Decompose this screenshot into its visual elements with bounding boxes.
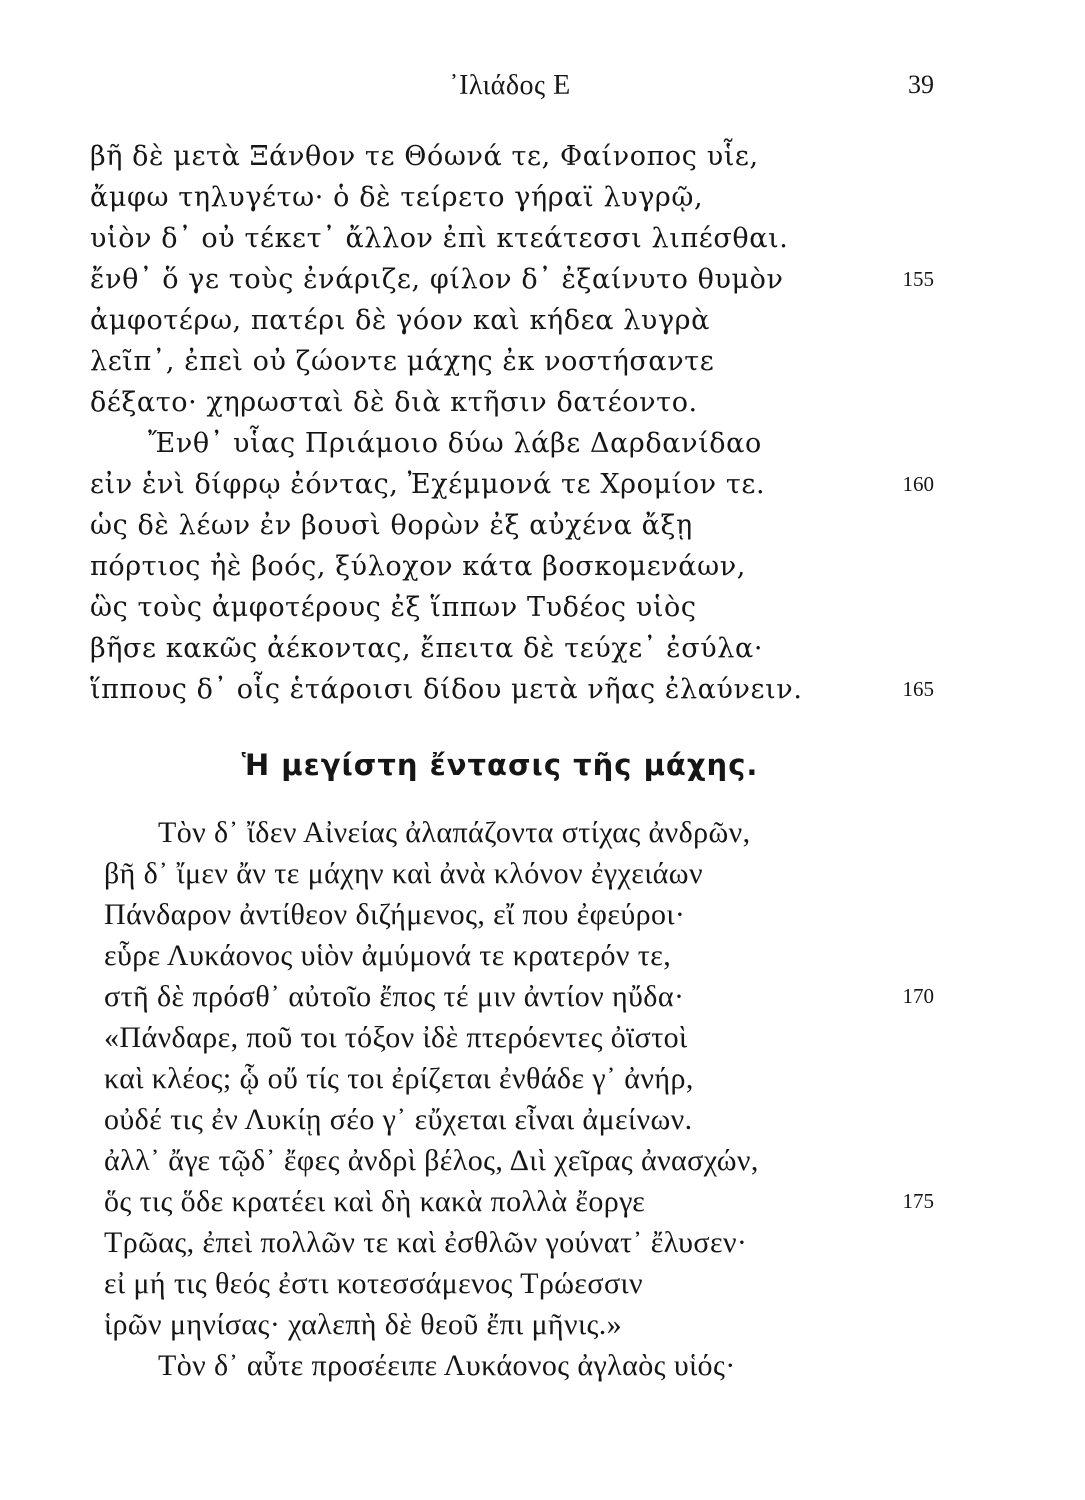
verse-line <box>0 1263 1085 1304</box>
verse-line <box>0 628 1085 669</box>
verse-text: βῆ δὲ μετὰ Ξάνθον τε Θόωνά τε, Φαίνοπος υἷε, <box>90 141 759 172</box>
verse-text: υἱὸν δ᾽ οὐ τέκετ᾽ ἄλλον ἐπὶ κτεάτεσσι λιπέσθαι. <box>90 223 789 254</box>
page-number: 39 <box>908 70 934 99</box>
verse-line <box>0 136 1085 177</box>
verse-line <box>0 546 1085 587</box>
running-head <box>0 70 1085 110</box>
verse-text: ἱρῶν μηνίσας· χαλεπὴ δὲ θεοῦ ἔπι μῆνις.» <box>104 1308 623 1341</box>
verse-text: ἄμφω τηλυγέτω· ὁ δὲ τείρετο γήραϊ λυγρῷ, <box>90 182 704 213</box>
line-number: 165 <box>902 677 934 701</box>
verse-text: εὗρε Λυκάονος υἱὸν ἀμύμονά τε κρατερόν τε, <box>104 939 672 972</box>
verse-line <box>0 1345 1085 1386</box>
verse-text: εἰν ἑνὶ δίφρῳ ἐόντας, Ἐχέμμονά τε Χρομίον τε. <box>90 469 766 500</box>
verse-text: ἔνθ᾽ ὅ γε τοὺς ἐνάριζε, φίλον δ᾽ ἐξαίνυτο θυμὸν <box>90 264 784 295</box>
verse-line <box>0 464 1085 505</box>
verse-line <box>0 300 1085 341</box>
verse-block-second <box>0 812 1085 1386</box>
verse-text: βῆ δ᾽ ἴμεν ἄν τε μάχην καὶ ἀνὰ κλόνον ἐγχειάων <box>104 857 703 890</box>
verse-line <box>0 1222 1085 1263</box>
verse-text: βῆσε κακῶς ἀέκοντας, ἔπειτα δὲ τεύχε᾽ ἐσύλα· <box>90 633 764 664</box>
verse-text: εἰ μή τις θεός ἐστι κοτεσσάμενος Τρώεσσιν <box>104 1267 643 1300</box>
line-number: 155 <box>902 267 934 291</box>
verse-text: δέξατο· χηρωσταὶ δὲ διὰ κτῆσιν δατέοντο. <box>90 387 698 418</box>
verse-text: οὐδέ τις ἐν Λυκίῃ σέο γ᾽ εὔχεται εἶναι ἀμείνων. <box>104 1103 693 1136</box>
verse-line <box>0 894 1085 935</box>
verse-line <box>0 935 1085 976</box>
verse-line <box>0 218 1085 259</box>
verse-line <box>0 1140 1085 1181</box>
verse-line <box>0 1058 1085 1099</box>
verse-line <box>0 382 1085 423</box>
verse-text: Τρῶας, ἐπεὶ πολλῶν τε καὶ ἐσθλῶν γούνατ᾽ ἔλυσεν· <box>104 1226 748 1259</box>
verse-text: πόρτιος ἠὲ βοός, ξύλοχον κάτα βοσκομενάων, <box>90 551 746 582</box>
verse-line <box>0 1017 1085 1058</box>
line-number: 175 <box>902 1189 934 1213</box>
verse-text: ὣς τοὺς ἀμφοτέρους ἐξ ἵππων Τυδέος υἱὸς <box>90 592 697 623</box>
verse-line <box>0 812 1085 853</box>
verse-line <box>0 341 1085 382</box>
line-number: 160 <box>902 472 934 496</box>
section-heading: Ἡ μεγίστη ἔντασις τῆς μάχης. <box>241 748 759 782</box>
verse-line <box>0 423 1085 464</box>
verse-line <box>0 259 1085 300</box>
verse-line <box>0 669 1085 710</box>
line-number: 170 <box>902 984 934 1008</box>
verse-text: Τὸν δ᾽ αὖτε προσέειπε Λυκάονος ἀγλαὸς υἱός· <box>158 1349 736 1382</box>
running-title: ᾿Ιλιάδος Ε <box>449 70 571 101</box>
verse-text: ἵππους δ᾽ οἷς ἑτάροισι δίδου μετὰ νῆας ἐλαύνειν. <box>90 674 803 705</box>
verse-line <box>0 587 1085 628</box>
verse-text: στῆ δὲ πρόσθ᾽ αὐτοῖο ἔπος τέ μιν ἀντίον ηὔδα· <box>104 980 685 1013</box>
verse-text: ἀλλ᾽ ἄγε τῷδ᾽ ἔφες ἀνδρὶ βέλος, Διὶ χεῖρας ἀνασχών, <box>104 1144 759 1177</box>
verse-line <box>0 177 1085 218</box>
verse-text: Τὸν δ᾽ ἴδεν Αἰνείας ἀλαπάζοντα στίχας ἀνδρῶν, <box>158 816 751 849</box>
verse-line <box>0 1181 1085 1222</box>
verse-line <box>0 505 1085 546</box>
verse-text: ὅς τις ὅδε κρατέει καὶ δὴ κακὰ πολλὰ ἔοργε <box>104 1185 646 1218</box>
verse-text: Πάνδαρον ἀντίθεον διζήμενος, εἴ που ἐφεύροι· <box>104 898 686 931</box>
verse-text: ἀμφοτέρω, πατέρι δὲ γόον καὶ κήδεα λυγρὰ <box>90 305 710 336</box>
verse-line <box>0 853 1085 894</box>
verse-text: «Πάνδαρε, ποῦ τοι τόξον ἰδὲ πτερόεντες ὀϊστοὶ <box>104 1021 688 1054</box>
verse-line <box>0 1304 1085 1345</box>
verse-text: Ἔνθ᾽ υἷας Πριάμοιο δύω λάβε Δαρδανίδαο <box>148 428 762 459</box>
verse-line <box>0 1099 1085 1140</box>
verse-line <box>0 976 1085 1017</box>
verse-text: λεῖπ᾽, ἐπεὶ οὐ ζώοντε μάχης ἐκ νοστήσαντε <box>90 346 715 377</box>
verse-text: ὡς δὲ λέων ἐν βουσὶ θορὼν ἐξ αὐχένα ἄξῃ <box>90 510 693 541</box>
verse-block-first <box>0 136 1085 710</box>
verse-text: καὶ κλέος; ᾧ οὔ τίς τοι ἐρίζεται ἐνθάδε γ᾽ ἀνήρ, <box>104 1062 694 1095</box>
